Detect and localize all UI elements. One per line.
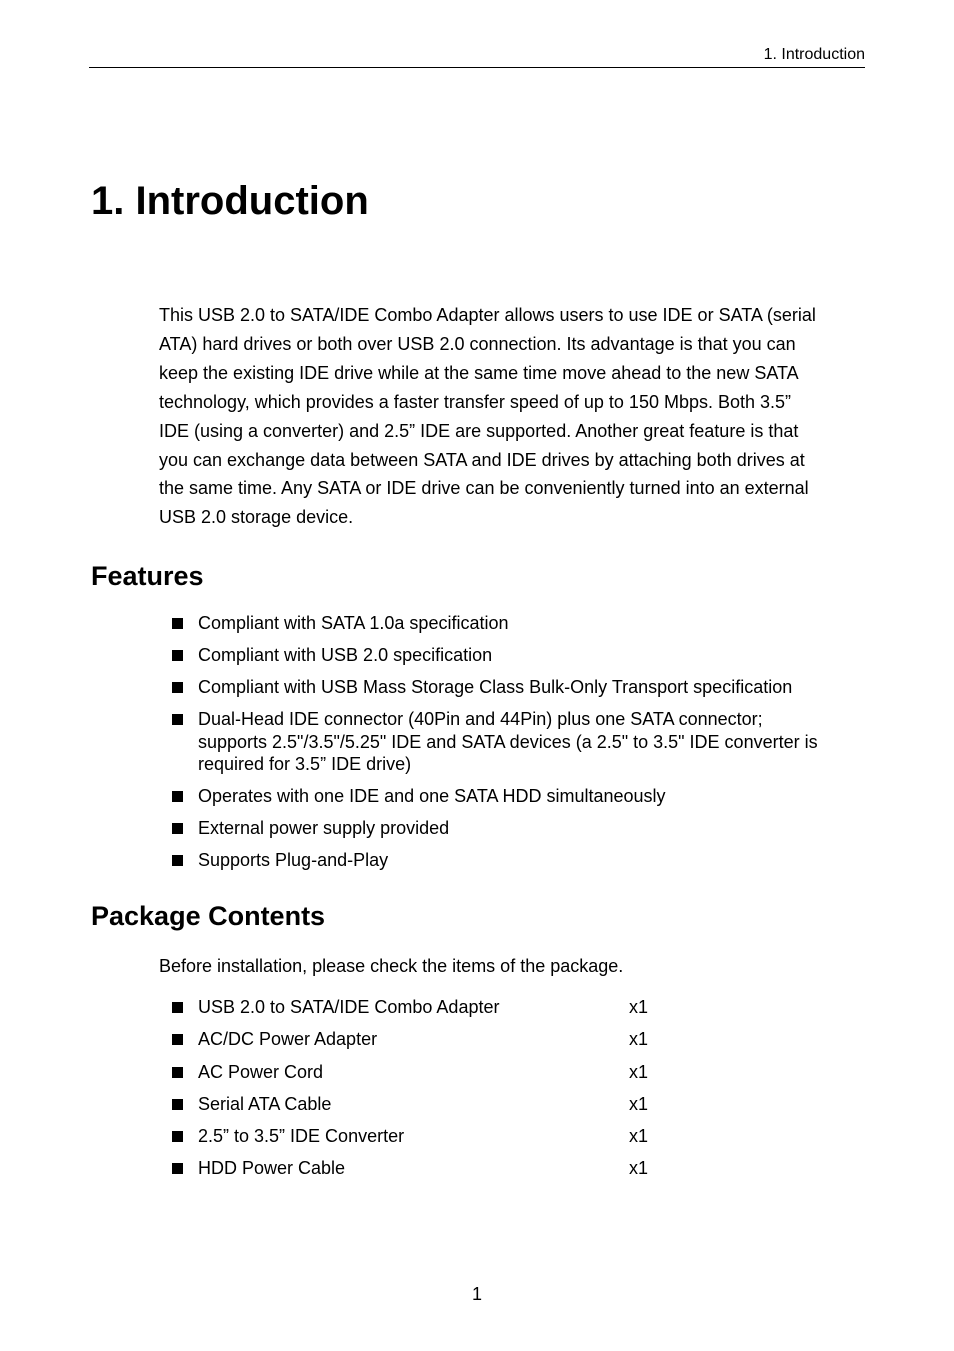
package-item-name: Serial ATA Cable: [198, 1093, 332, 1114]
package-item: [170, 1157, 870, 1180]
intro-line: ATA) hard drives or both over USB 2.0 connection. Its advantage is that you can: [159, 333, 796, 354]
feature-text: required for 3.5” IDE drive): [198, 754, 412, 774]
features-list: [170, 612, 870, 881]
square-bullet-icon: [172, 1067, 183, 1078]
package-item-name: HDD Power Cable: [198, 1158, 346, 1179]
feature-text: supports 2.5"/3.5"/5.25" IDE and SATA devices (a 2.5" to 3.5" IDE converter is: [198, 731, 818, 752]
chapter-title: 1. Introduction: [91, 179, 369, 223]
package-item-name: USB 2.0 to SATA/IDE Combo Adapter: [198, 997, 500, 1017]
square-bullet-icon: [172, 1099, 183, 1110]
intro-line: keep the existing IDE drive while at the same time move ahead to the new SATA: [159, 362, 799, 383]
square-bullet-icon: [172, 791, 183, 802]
package-item-qty: x1: [629, 1158, 649, 1179]
package-item-name: 2.5” to 3.5” IDE Converter: [198, 1126, 405, 1147]
feature-item: [170, 612, 870, 635]
square-bullet-icon: [172, 618, 183, 629]
package-item-qty: x1: [629, 1126, 649, 1147]
feature-item: [170, 849, 870, 872]
feature-text: External power supply provided: [198, 818, 450, 838]
square-bullet-icon: [172, 1131, 183, 1142]
package-item-qty: x1: [629, 997, 649, 1017]
feature-item: [170, 708, 870, 776]
package-list: [170, 996, 870, 1190]
feature-item: [170, 785, 870, 808]
intro-line: USB 2.0 storage device.: [159, 507, 354, 528]
package-item-name: AC/DC Power Adapter: [198, 1029, 378, 1050]
square-bullet-icon: [172, 714, 183, 725]
square-bullet-icon: [172, 1034, 183, 1045]
package-item-qty: x1: [629, 1029, 649, 1050]
package-item-qty: x1: [629, 1061, 649, 1082]
feature-item: [170, 817, 870, 840]
feature-text: Supports Plug-and-Play: [198, 850, 389, 870]
features-heading: Features: [91, 561, 204, 591]
package-item: [170, 1061, 870, 1084]
feature-text: Operates with one IDE and one SATA HDD simultaneously: [198, 786, 666, 806]
package-intro-text: Before installation, please check the items of the package.: [159, 956, 624, 976]
feature-item: [170, 644, 870, 667]
square-bullet-icon: [172, 1163, 183, 1174]
page-number: 1: [471, 1284, 482, 1304]
intro-line: IDE (using a converter) and 2.5” IDE are supported. Another great feature is that: [159, 420, 799, 441]
square-bullet-icon: [172, 682, 183, 693]
feature-text: Dual-Head IDE connector (40Pin and 44Pin) plus one SATA connector;: [198, 709, 763, 729]
feature-text: Compliant with SATA 1.0a specification: [198, 613, 509, 633]
feature-text: Compliant with USB 2.0 specification: [198, 645, 493, 665]
package-contents-heading: Package Contents: [91, 901, 326, 931]
intro-line: the same time. Any SATA or IDE drive can be conveniently turned into an external: [159, 478, 809, 499]
intro-line: technology, which provides a faster transfer speed of up to 150 Mbps. Both 3.5”: [159, 391, 792, 412]
package-item: [170, 1125, 870, 1148]
package-item: [170, 996, 870, 1019]
feature-text: Compliant with USB Mass Storage Class Bulk-Only Transport specification: [198, 677, 793, 697]
intro-paragraph: [159, 301, 867, 532]
feature-item: [170, 676, 870, 699]
square-bullet-icon: [172, 650, 183, 661]
package-item: [170, 1028, 870, 1051]
package-item: [170, 1093, 870, 1116]
intro-line: This USB 2.0 to SATA/IDE Combo Adapter allows users to use IDE or SATA (serial: [159, 305, 816, 325]
running-header: 1. Introduction: [89, 44, 865, 68]
package-item-qty: x1: [629, 1093, 649, 1114]
square-bullet-icon: [172, 855, 183, 866]
square-bullet-icon: [172, 1002, 183, 1013]
intro-line: you can exchange data between SATA and IDE drives by attaching both drives at: [159, 449, 805, 470]
square-bullet-icon: [172, 823, 183, 834]
package-item-name: AC Power Cord: [198, 1061, 324, 1082]
